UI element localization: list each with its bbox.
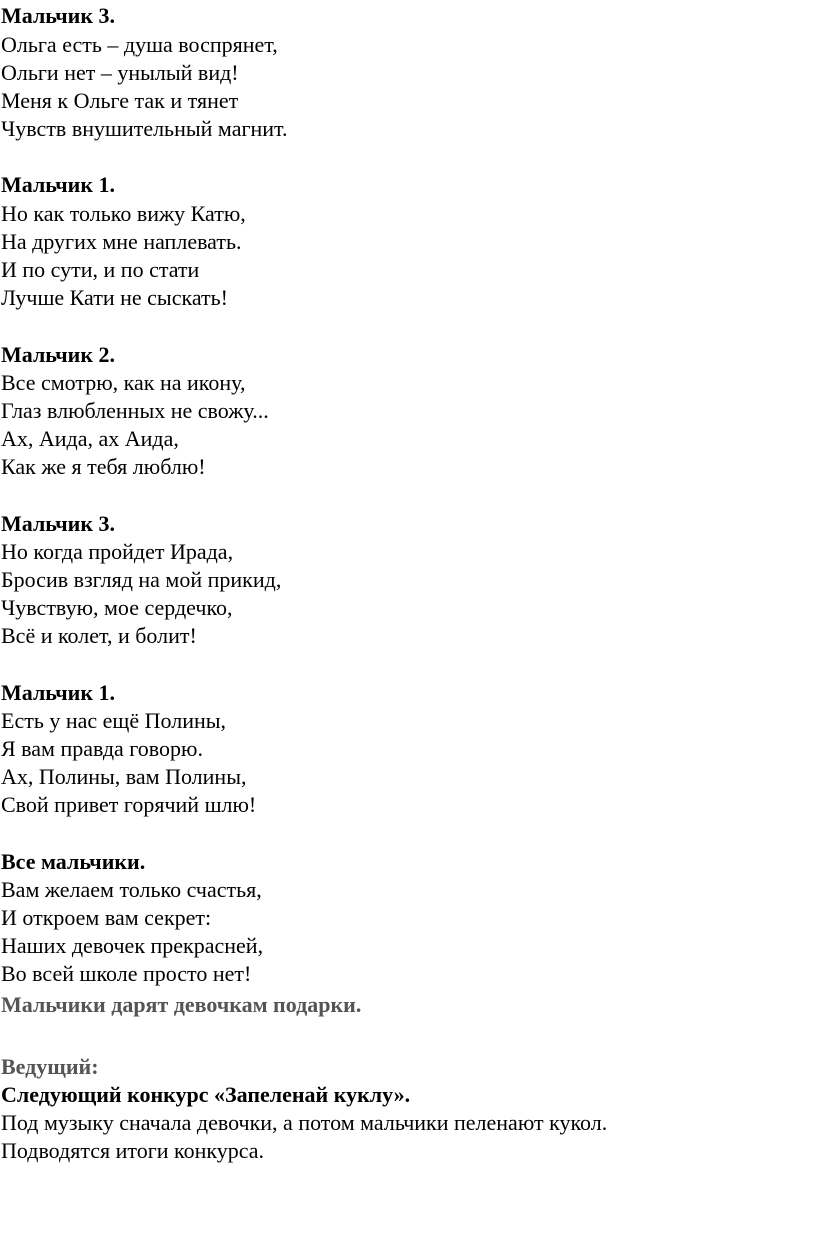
contest-title: Следующий конкурс «Запеленай куклу». — [1, 1082, 411, 1107]
verse-line: Ольги нет – унылый вид! — [1, 60, 239, 85]
verse-line: Бросив взгляд на мой прикид, — [1, 567, 282, 592]
speaker-label: Мальчик 3. — [1, 511, 116, 536]
verse-line: Глаз влюбленных не свожу... — [1, 398, 269, 423]
verse-line: Ольга есть – душа воспрянет, — [1, 32, 278, 57]
speaker-label: Мальчик 1. — [1, 680, 116, 705]
verse-line: Всё и колет, и болит! — [1, 623, 197, 648]
verse-line: Есть у нас ещё Полины, — [1, 708, 227, 733]
verse-line: Я вам правда говорю. — [1, 736, 203, 761]
stage-direction: Мальчики дарят девочкам подарки. — [1, 992, 362, 1017]
speaker-label: Мальчик 3. — [1, 3, 116, 28]
verse-line: И откроем вам секрет: — [1, 905, 212, 930]
verse-line: Чувствую, мое сердечко, — [1, 595, 233, 620]
contest-line: Под музыку сначала девочки, а потом мальчики пеленают кукол. — [1, 1110, 608, 1135]
verse-line: Но когда пройдет Ирада, — [1, 539, 234, 564]
verse-line: Чувств внушительный магнит. — [1, 116, 288, 141]
verse-line: Меня к Ольге так и тянет — [1, 88, 239, 113]
verse-line: Вам желаем только счастья, — [1, 877, 262, 902]
speaker-label: Мальчик 1. — [1, 172, 116, 197]
verse-line: И по сути, и по стати — [1, 257, 200, 282]
verse-line: Как же я тебя люблю! — [1, 454, 206, 479]
verse-line: Лучше Кати не сыскать! — [1, 285, 228, 310]
contest-line: Подводятся итоги конкурса. — [1, 1138, 265, 1163]
verse-line: На других мне наплевать. — [1, 229, 242, 254]
host-label: Ведущий: — [1, 1054, 99, 1079]
verse-line: Во всей школе просто нет! — [1, 961, 252, 986]
verse-line: Но как только вижу Катю, — [1, 201, 246, 226]
verse-line: Ах, Аида, ах Аида, — [1, 426, 179, 451]
verse-line: Все смотрю, как на икону, — [1, 370, 246, 395]
verse-line: Свой привет горячий шлю! — [1, 792, 257, 817]
verse-line: Ах, Полины, вам Полины, — [1, 764, 247, 789]
verse-line: Наших девочек прекрасней, — [1, 933, 264, 958]
speaker-label: Все мальчики. — [1, 849, 146, 874]
speaker-label: Мальчик 2. — [1, 342, 116, 367]
